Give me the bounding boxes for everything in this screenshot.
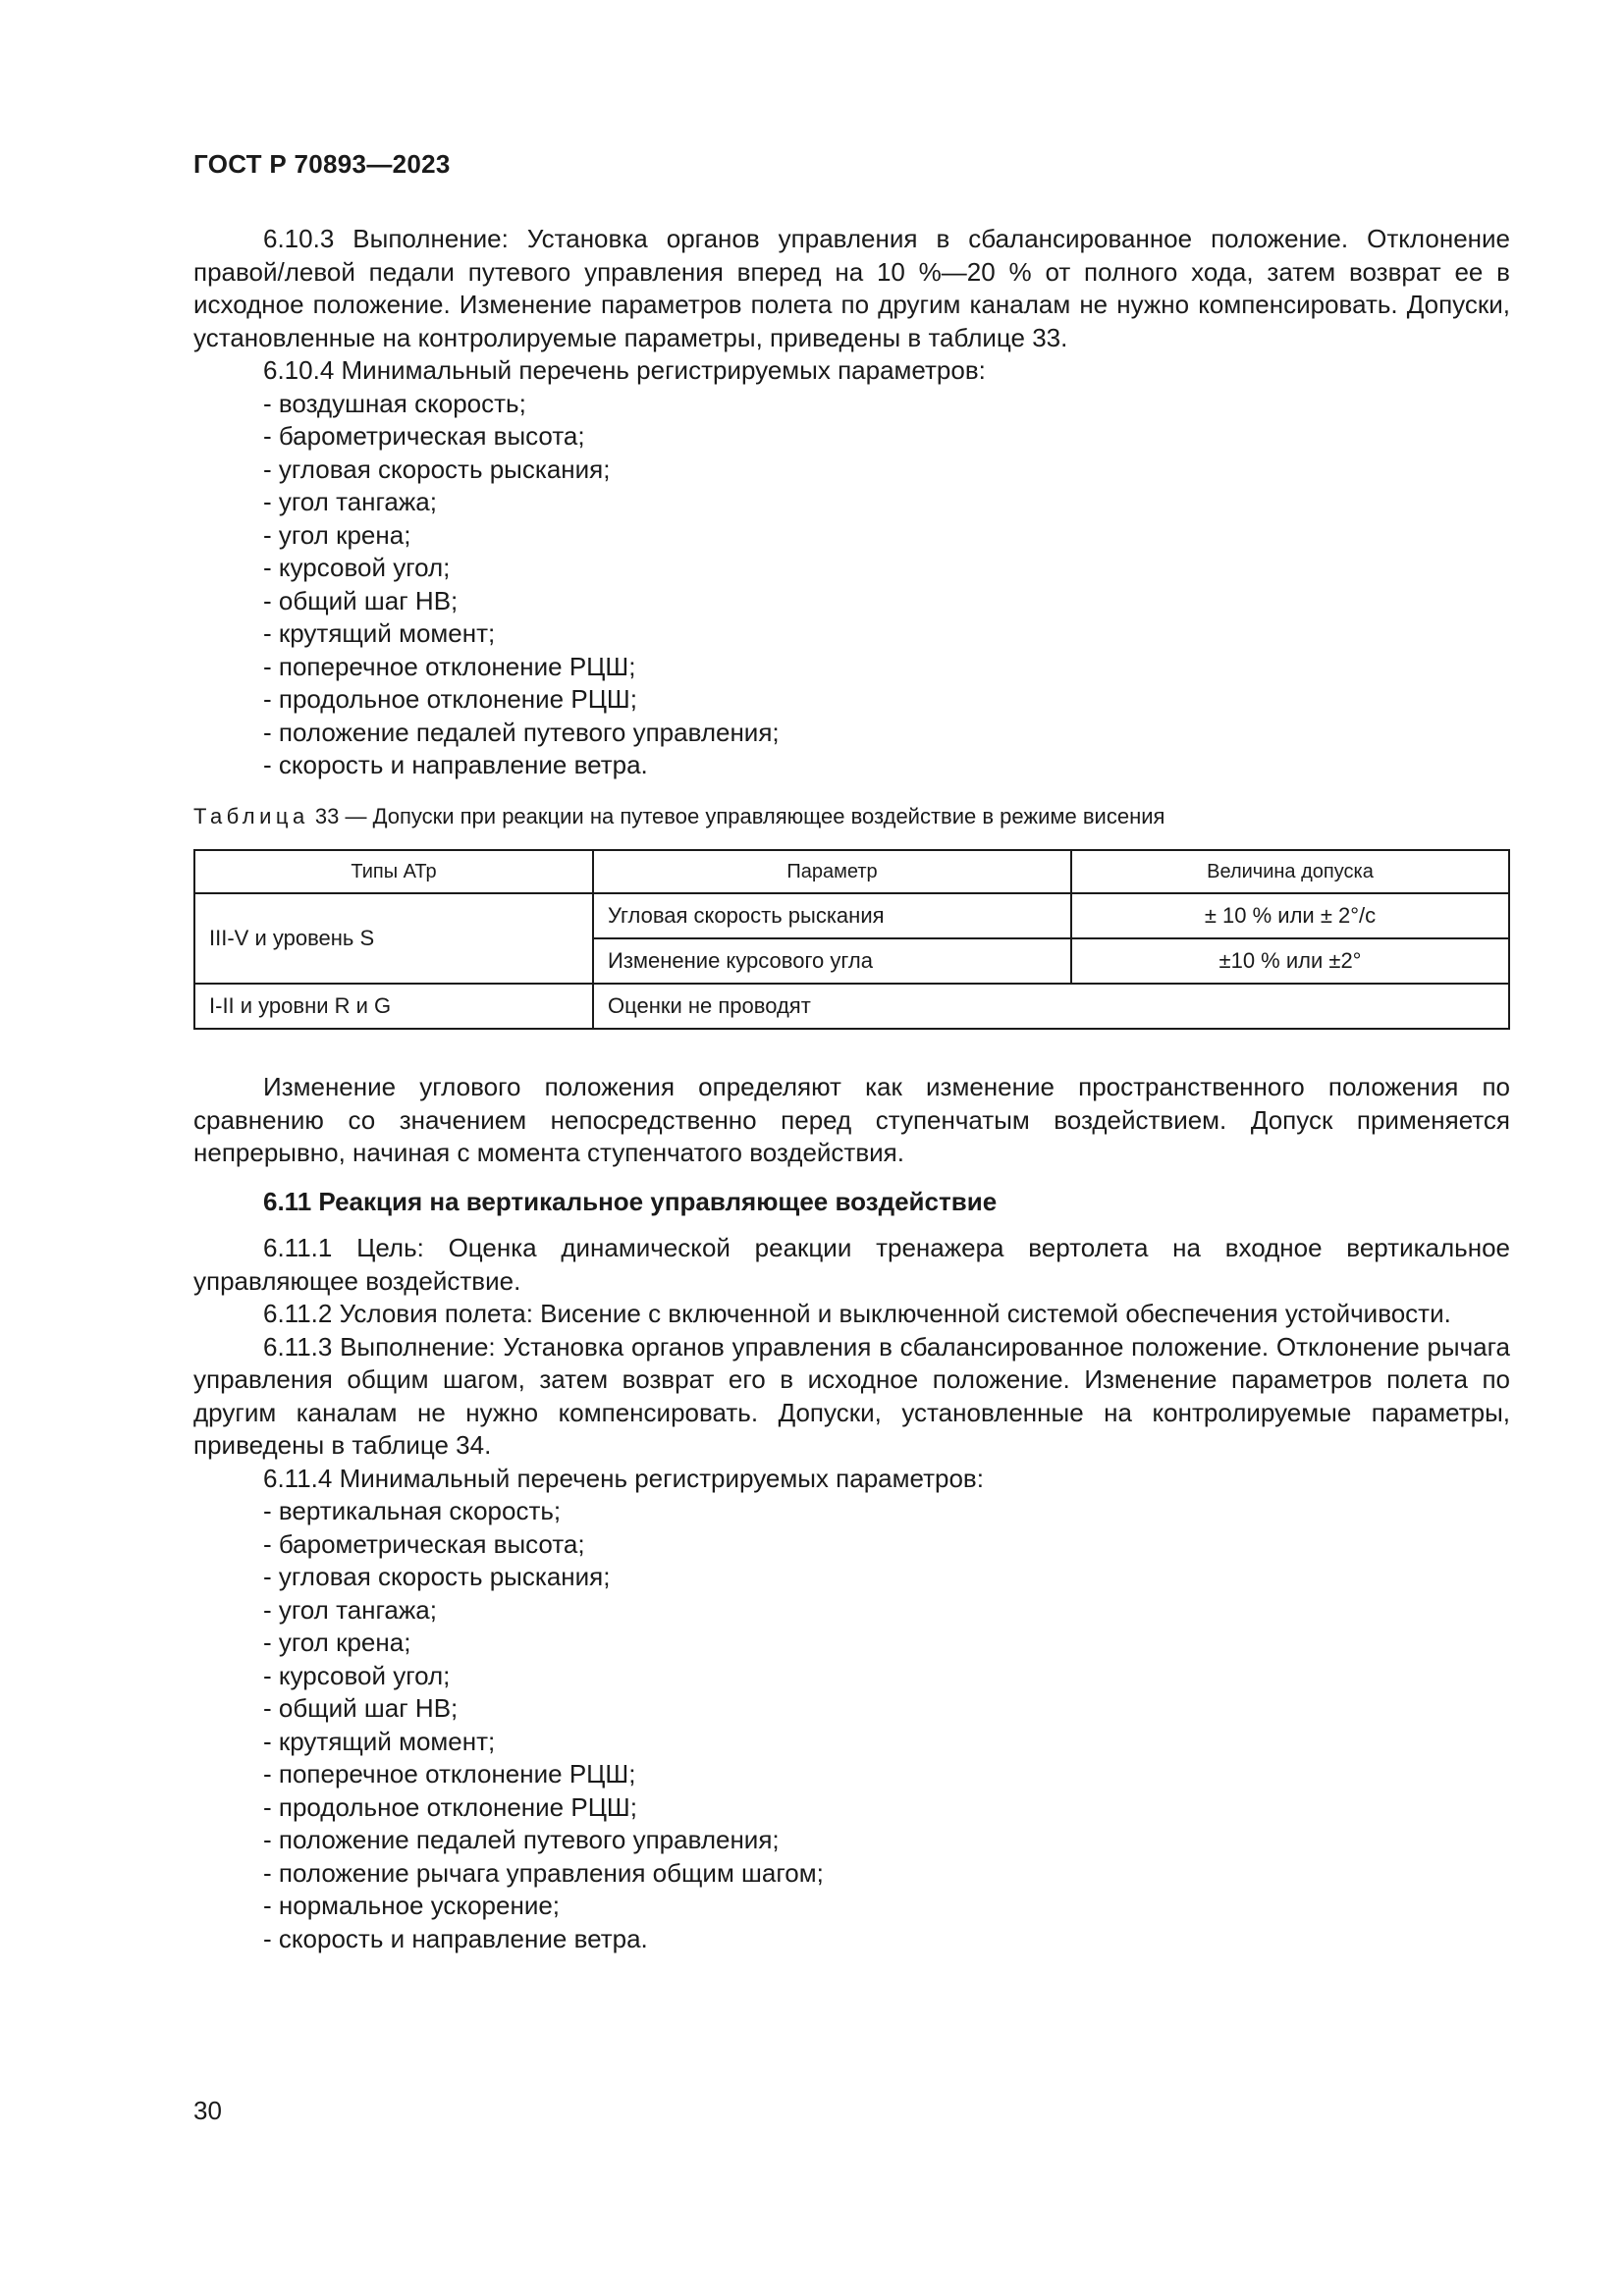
list-item: - угловая скорость рыскания; (263, 454, 611, 484)
table-row (194, 984, 1509, 1029)
page-number: 30 (193, 2096, 222, 2125)
list-item: - угол крена; (263, 1628, 411, 1657)
table-cell-parameter: Угловая скорость рыскания (593, 893, 1071, 938)
paragraph-6-10-4: 6.10.4 Минимальный перечень регистрируемых параметров: (263, 355, 986, 385)
list-item: - барометрическая высота; (263, 421, 585, 451)
paragraph-6-11-1: 6.11.1 Цель: Оценка динамической реакции тренажера вертолета на входное вертикальное управляющее воздействие. (193, 1233, 1510, 1296)
list-item: - продольное отклонение РЦШ; (263, 684, 637, 714)
list-item: - продольное отклонение РЦШ; (263, 1791, 637, 1822)
table-caption-label: Таблица (193, 804, 309, 828)
list-item: - положение педалей путевого управления; (263, 1825, 780, 1854)
column-header-parameter: Параметр (593, 850, 1071, 893)
list-item: - угол тангажа; (263, 1594, 437, 1625)
list-item: - положение рычага управления общим шагом; (263, 1857, 824, 1888)
table-row (194, 893, 1509, 938)
list-item: - барометрическая высота; (263, 1528, 585, 1559)
parameter-list-6-10 (193, 388, 1510, 782)
paragraph-6-11-3: 6.11.3 Выполнение: Установка органов управления в сбалансированное положение. Отклонение рычага управления общим шагом, затем возврат его в исходное положение. Изменение параметров полета по другим каналам не нужно компенсировать. Допуски, установленные на контролируемые параметры, приведены в таблице 34. (193, 1331, 1510, 1460)
parameter-list-6-11 (193, 1495, 1510, 1955)
table-33 (193, 849, 1510, 1030)
table-cell-type: I-II и уровни R и G (194, 984, 593, 1029)
list-item: - курсовой угол; (263, 1660, 451, 1690)
paragraph-6-11-4: 6.11.4 Минимальный перечень регистрируемых параметров: (263, 1463, 984, 1493)
document-header: ГОСТ Р 70893—2023 (193, 149, 451, 179)
table-cell-tolerance: ± 10 % или ± 2°/с (1071, 893, 1509, 938)
section-6-11-block (193, 1071, 1510, 1955)
section-6-10-block (193, 223, 1510, 782)
list-item: - общий шаг НВ; (263, 1693, 459, 1723)
list-item: - поперечное отклонение РЦШ; (263, 651, 636, 681)
paragraph-6-11-2: 6.11.2 Условия полета: Висение с включенной и выключенной системой обеспечения устойчивости. (263, 1299, 1451, 1328)
table-cell-parameter: Изменение курсового угла (593, 938, 1071, 984)
list-item: - угол крена; (263, 519, 411, 550)
list-item: - угол тангажа; (263, 487, 437, 516)
list-item: - поперечное отклонение РЦШ; (263, 1759, 636, 1789)
table-cell-tolerance: ±10 % или ±2° (1071, 938, 1509, 984)
paragraph-after-table: Изменение углового положения определяют как изменение пространственного положения по сравнению со значением непосредственно перед ступенчатым воздействием. Допуск применяется непрерывно, начиная с момента ступенчатого воздействия. (193, 1072, 1510, 1167)
table-33-caption (193, 803, 1164, 830)
list-item: - курсовой угол; (263, 553, 451, 582)
list-item: - крутящий момент; (263, 618, 496, 648)
list-item: - воздушная скорость; (263, 388, 526, 418)
table-cell-parameter: Оценки не проводят (593, 984, 1509, 1029)
list-item: - крутящий момент; (263, 1726, 496, 1756)
list-item: - общий шаг НВ; (263, 585, 459, 615)
table-cell-type: III-V и уровень S (194, 893, 593, 984)
list-item: - нормальное ускорение; (263, 1891, 561, 1920)
list-item: - угловая скорость рыскания; (263, 1562, 611, 1591)
table-caption-text: 33 — Допуски при реакции на путевое управляющее воздействие в режиме висения (308, 804, 1165, 828)
paragraph-6-10-3: 6.10.3 Выполнение: Установка органов управления в сбалансированное положение. Отклонение правой/левой педали путевого управления вперед на 10 %—20 % от полного хода, затем возврат ее в исходное положение. Изменение параметров полета по другим каналам не нужно компенсировать. Допуски, установленные на контролируемые параметры, приведены в таблице 33. (193, 224, 1510, 352)
list-item: - скорость и направление ветра. (263, 750, 648, 779)
column-header-type: Типы АТр (194, 850, 593, 893)
column-header-tolerance: Величина допуска (1071, 850, 1509, 893)
table-header-row (194, 850, 1509, 893)
section-heading-6-11: 6.11 Реакция на вертикальное управляющее воздействие (263, 1186, 998, 1216)
list-item: - вертикальная скорость; (263, 1496, 562, 1525)
list-item: - скорость и направление ветра. (263, 1923, 648, 1953)
list-item: - положение педалей путевого управления; (263, 717, 780, 747)
